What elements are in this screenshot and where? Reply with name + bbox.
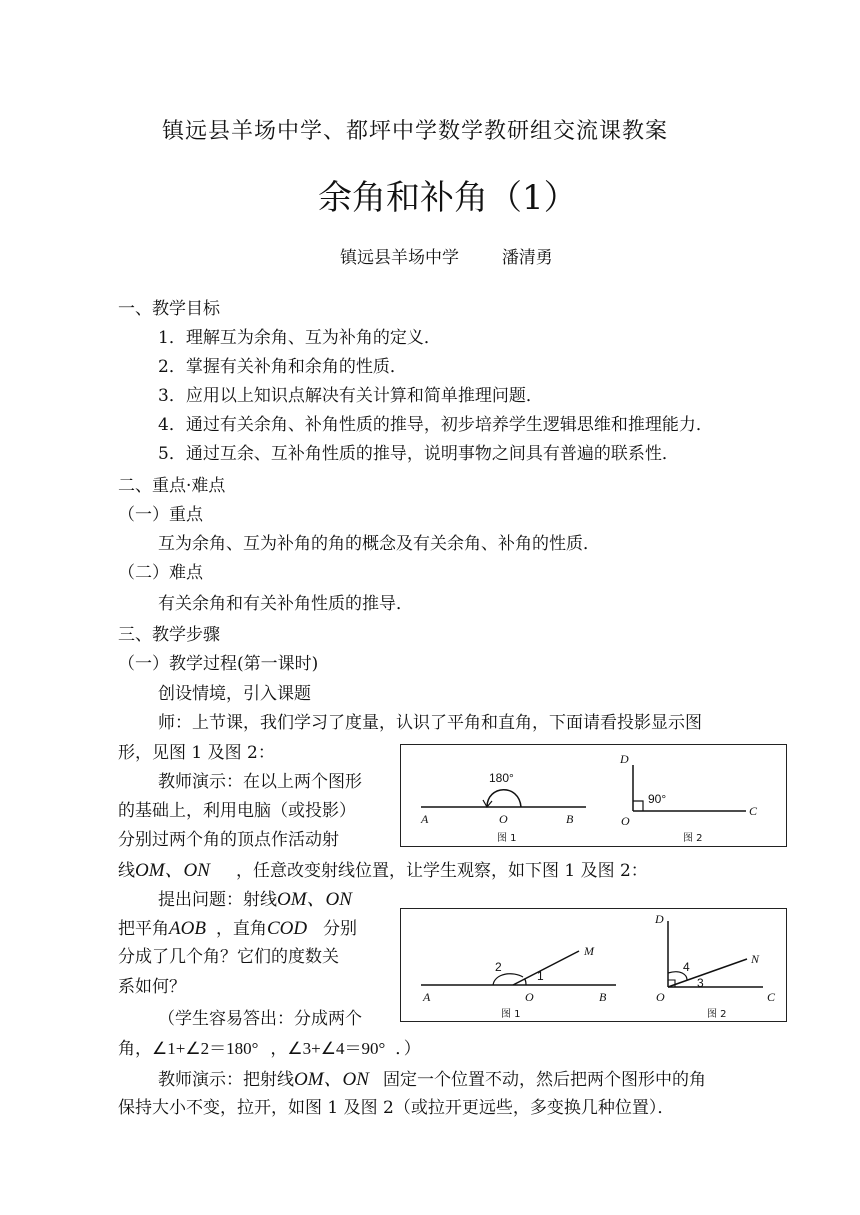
math-angle-cod: COD [266,918,308,939]
angle-label-3: 3 [697,976,704,990]
paragraph-line [118,856,648,886]
paragraph-line: 师：上节课，我们学习了度量，认识了平角和直角，下面请看投影显示图 [158,713,702,733]
paragraph-line: 形，见图 1 及图 2： [118,743,275,763]
angle-label-180: 180° [489,771,514,785]
key-points-heading: （一）重点 [118,505,203,525]
process-heading: （一）教学过程(第一课时) [118,654,319,674]
text-run: 线 [118,861,135,881]
document-header: 镇远县羊场中学、都坪中学数学教研组交流课教案 [162,119,669,144]
objective-item: 5．通过互余、互补角性质的推导，说明事物之间具有普遍的联系性． [158,444,679,464]
text-run: ，直角 [215,919,267,939]
ray-on [668,959,747,987]
text-run: 分别 [323,919,358,939]
paragraph-line: 分成了几个角？它们的度数关 [118,947,339,967]
text-run: 把平角 [118,919,169,939]
paragraph-line: 的基础上，利用电脑（或投影） [118,801,356,821]
math-angle-aob: AOB [169,918,206,939]
caption-fig2: 图 2 [683,833,703,844]
text-run: 教师演示：把射线 [158,1070,294,1090]
objective-item: 2．掌握有关补角和余角的性质． [158,357,407,377]
angle-arc [487,790,521,807]
text-run: 固定一个位置不动，然后把两个图形中的角 [382,1070,706,1090]
figure-straight-and-right-angle [400,744,787,847]
text-run: 角， [118,1039,152,1059]
angle-label-4: 4 [683,960,690,974]
ray-om [513,951,579,985]
text-run: ．） [395,1039,421,1059]
section3-heading: 三、教学步骤 [118,625,220,645]
section1-heading: 一、教学目标 [118,299,220,319]
math-rays: OM、ON [277,889,352,910]
point-o: O [656,990,665,1004]
paragraph-line: 保持大小不变，拉开，如图 1 及图 2（或拉开更远些，多变换几种位置）． [118,1098,675,1118]
point-b: B [599,990,607,1004]
math-rays: OM、ON [135,860,210,881]
figure-b-svg [401,909,786,1021]
math-sum-180: ∠1+∠2＝180° [152,1039,259,1058]
objective-item: 3．应用以上知识点解决有关计算和简单推理问题． [158,386,543,406]
figure-a-svg [401,745,786,846]
objective-item: 1．理解互为余角、互为补角的定义． [158,328,441,348]
paragraph-line: （学生容易答出：分成两个 [158,1009,362,1029]
text-run: ，任意改变射线位置，让学生观察，如下图 1 及图 2： [235,861,648,881]
angle-2-arc [493,974,523,985]
angle-label-90: 90° [648,792,667,806]
difficulty-heading: （二）难点 [118,563,203,583]
paragraph-line [158,1065,706,1095]
right-angle-mark [633,801,643,811]
author-name: 潘清勇 [501,248,553,268]
angle-label-2: 2 [495,960,502,974]
caption-fig2: 图 2 [707,1009,727,1020]
author-line [340,243,553,268]
point-d: D [620,752,629,766]
point-c: C [749,804,758,818]
objective-item: 4．通过有关余角、补角性质的推导，初步培养学生逻辑思维和推理能力． [158,415,713,435]
paragraph-line [118,914,357,944]
point-b: B [566,812,574,826]
point-o: O [499,812,508,826]
point-c: C [767,990,776,1004]
text-run: ， [270,1039,288,1059]
point-o: O [525,990,534,1004]
math-rays: OM、ON [294,1069,369,1090]
paragraph-line: 教师演示：在以上两个图形 [158,772,362,792]
point-a: A [423,990,431,1004]
author-school: 镇远县羊场中学 [340,248,459,268]
text-run: 提出问题：射线 [158,890,277,910]
point-o: O [621,814,630,828]
key-points-text: 互为余角、互为补角的角的概念及有关余角、补角的性质． [158,534,600,554]
caption-fig1: 图 1 [497,833,517,844]
math-sum-90: ∠3+∠4＝90° [287,1039,386,1058]
point-m: M [584,944,594,958]
lesson-title: 余角和补角（1） [318,178,578,218]
difficulty-text: 有关余角和有关补角性质的推导． [158,594,413,614]
paragraph-line [118,1034,421,1064]
paragraph-line [158,885,352,915]
paragraph-line: 系如何？ [118,977,186,997]
point-a: A [421,812,429,826]
point-d: D [655,912,664,926]
point-n: N [751,952,760,966]
intro-line: 创设情境，引入课题 [158,684,311,704]
angle-label-1: 1 [537,969,544,983]
paragraph-line: 分别过两个角的顶点作活动射 [118,830,339,850]
caption-fig1: 图 1 [501,1009,521,1020]
section2-heading: 二、重点·难点 [118,476,226,496]
figure-divided-angles [400,908,787,1022]
